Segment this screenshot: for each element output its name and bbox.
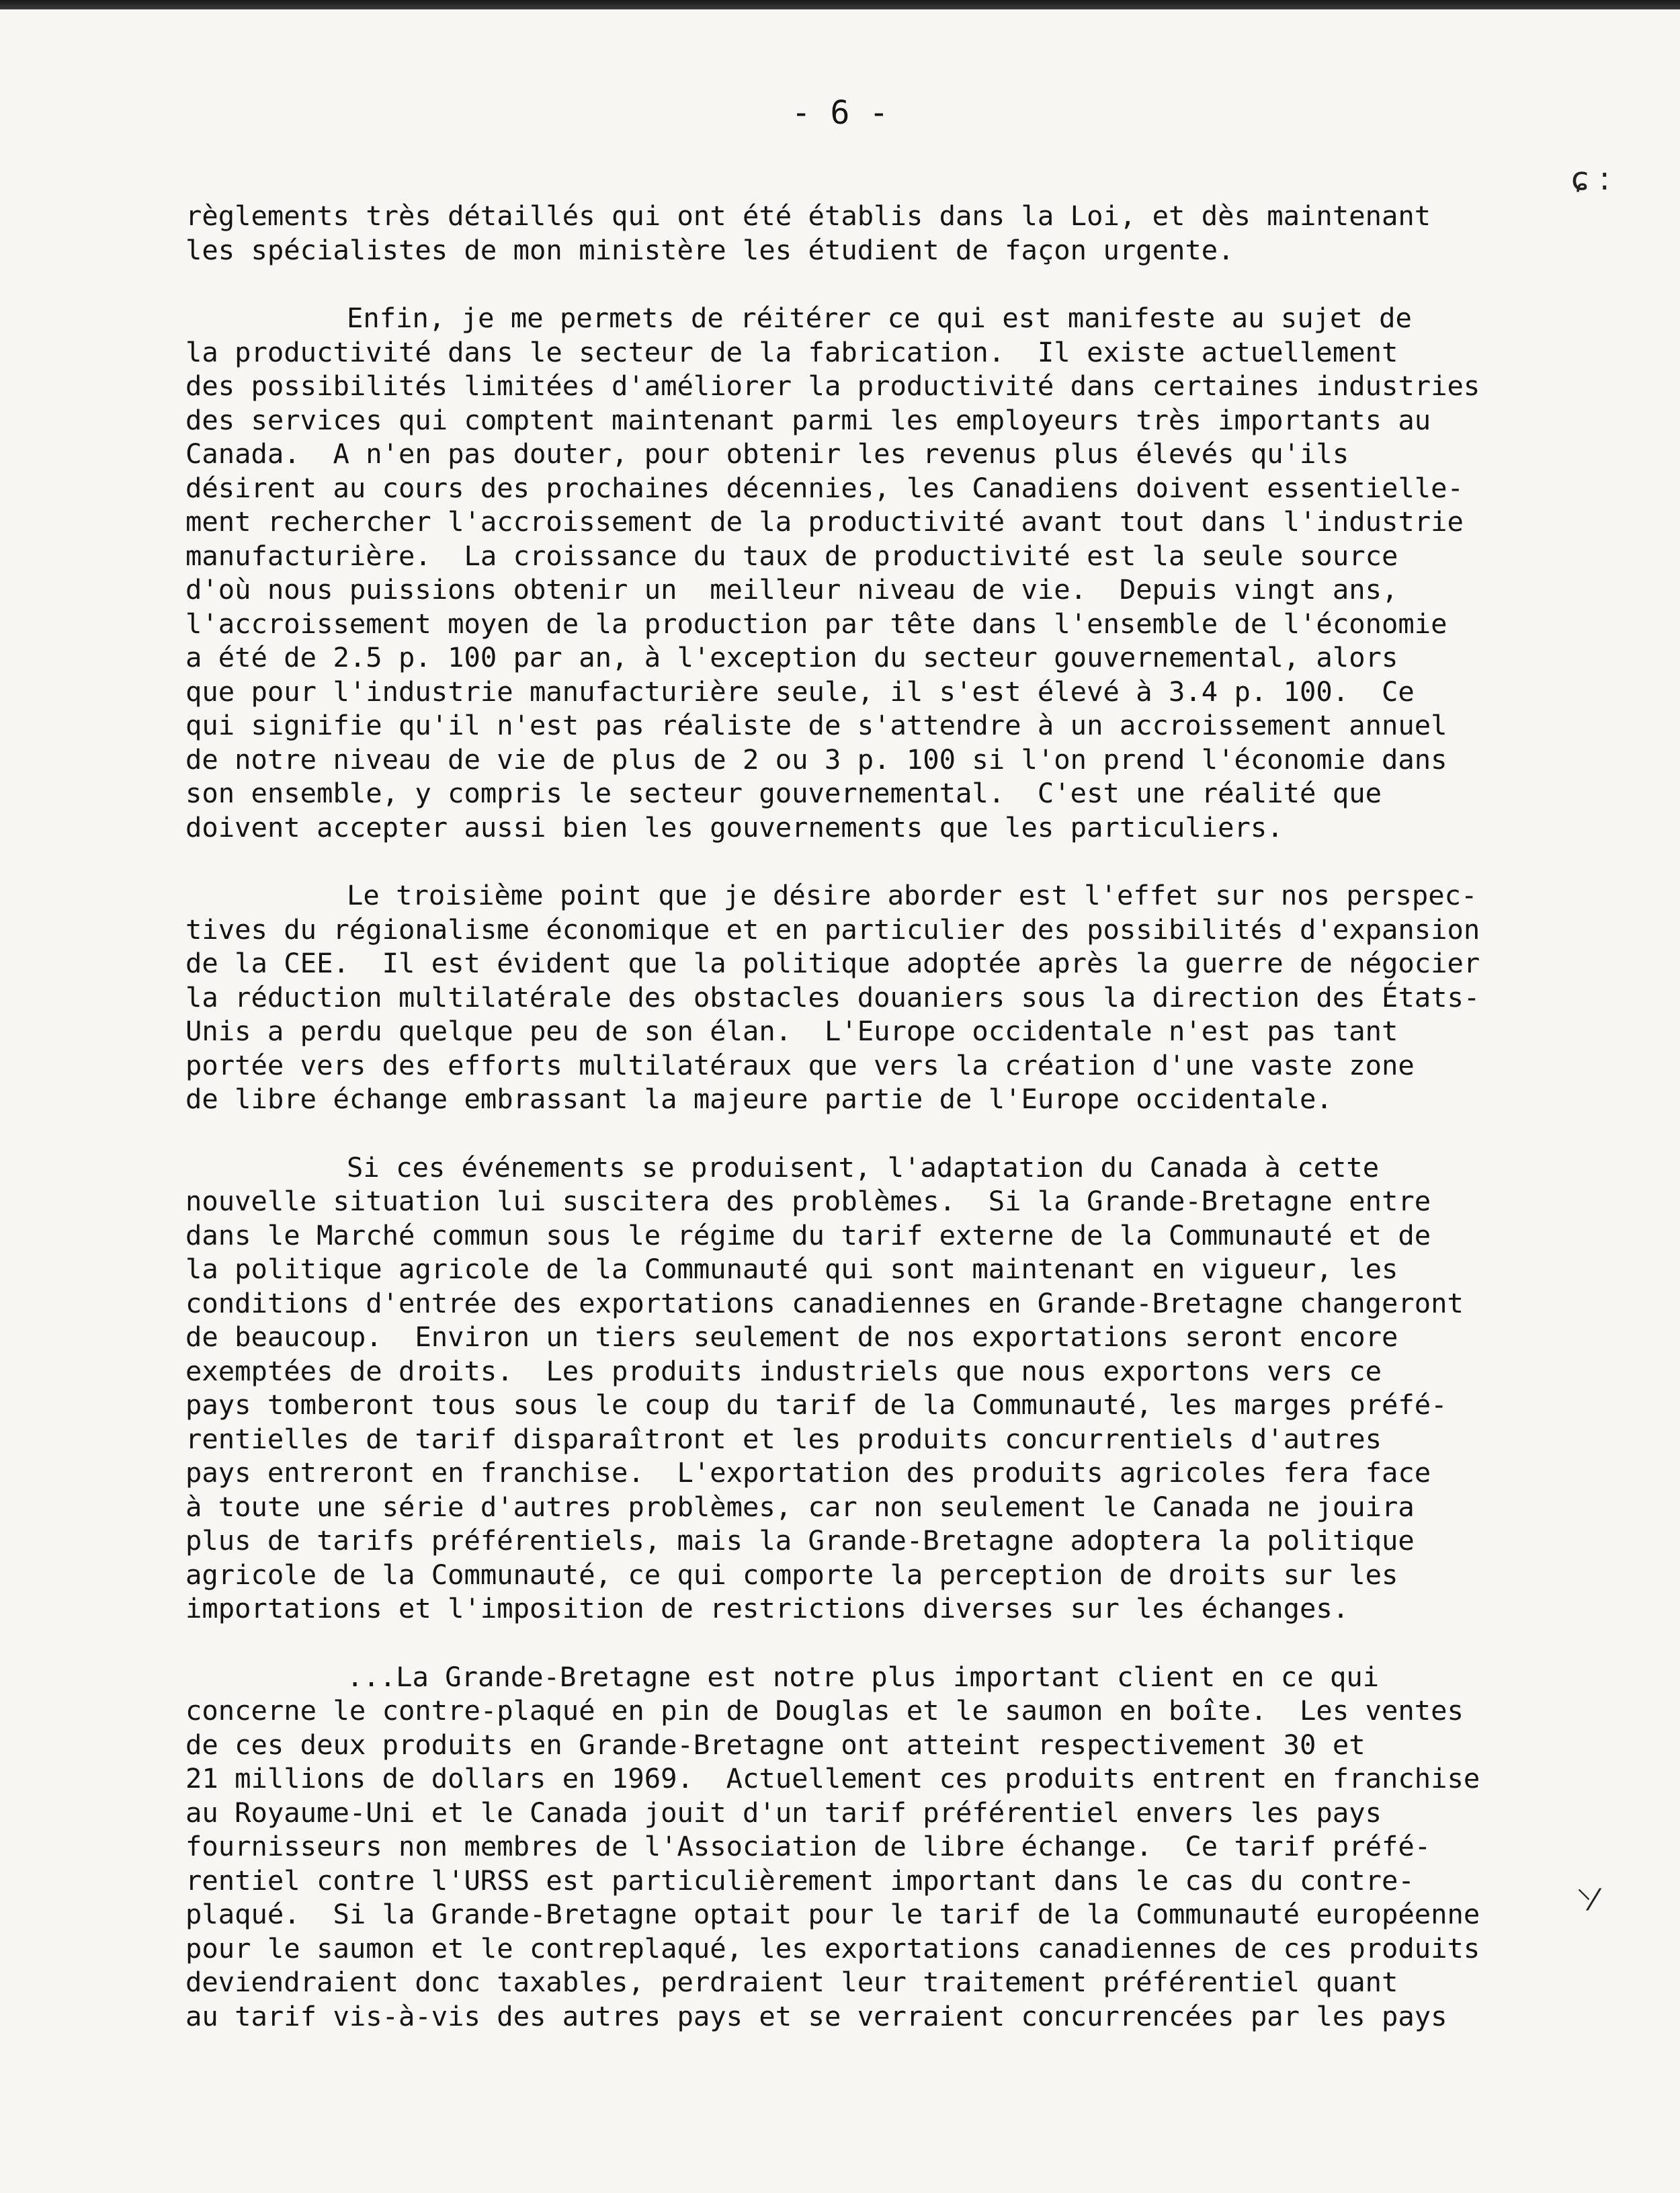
text-line: Unis a perdu quelque peu de son élan. L'Europe occidentale n'est pas tant <box>185 1015 1398 1047</box>
text-line: Le troisième point que je désire aborder est l'effet sur nos perspec- <box>347 879 1478 911</box>
text-line: plus de tarifs préférentiels, mais la Grande-Bretagne adoptera la politique <box>185 1524 1415 1557</box>
margin-mark-top: ɕ : <box>1571 160 1610 198</box>
text-line: manufacturière. La croissance du taux de productivité est la seule source <box>185 539 1398 572</box>
text-line: que pour l'industrie manufacturière seule, il s'est élevé à 3.4 p. 100. Ce <box>185 675 1415 708</box>
text-line: Canada. A n'en pas douter, pour obtenir les revenus plus élevés qu'ils <box>185 438 1349 470</box>
top-scan-border <box>0 0 1680 9</box>
text-line: doivent accepter aussi bien les gouvernements que les particuliers. <box>185 811 1284 843</box>
text-line: rentielles de tarif disparaîtront et les produits concurrentiels d'autres <box>185 1422 1382 1455</box>
text-line: la réduction multilatérale des obstacles douaniers sous la direction des États- <box>185 981 1480 1013</box>
paragraph <box>185 878 1516 1116</box>
text-line: dans le Marché commun sous le régime du tarif externe de la Communauté et de <box>185 1218 1431 1251</box>
text-line: des possibilités limitées d'améliorer la productivité dans certaines industries <box>185 370 1480 402</box>
text-line: Enfin, je me permets de réitérer ce qui est manifeste au sujet de <box>347 302 1412 334</box>
text-line: au tarif vis-à-vis des autres pays et se verraient concurrencées par les pays <box>185 1999 1447 2032</box>
text-line: agricole de la Communauté, ce qui comporte la perception de droits sur les <box>185 1558 1398 1591</box>
text-line: tives du régionalisme économique et en particulier des possibilités d'expansion <box>185 913 1480 946</box>
text-line: de beaucoup. Environ un tiers seulement de nos exportations seront encore <box>185 1321 1398 1353</box>
document-body <box>185 199 1516 2067</box>
text-line: pour le saumon et le contreplaqué, les exportations canadiennes de ces produits <box>185 1932 1480 1964</box>
text-line: pays entreront en franchise. L'exportation des produits agricoles fera face <box>185 1456 1431 1489</box>
text-line: de ces deux produits en Grande-Bretagne ont atteint respectivement 30 et <box>185 1728 1366 1761</box>
text-line: deviendraient donc taxables, perdraient leur traitement préférentiel quant <box>185 1966 1398 1998</box>
text-line: concerne le contre-plaqué en pin de Douglas et le saumon en boîte. Les ventes <box>185 1694 1464 1727</box>
paragraph <box>185 1660 1516 2034</box>
text-line: exemptées de droits. Les produits industriels que nous exportons vers ce <box>185 1354 1382 1387</box>
text-line: Si ces événements se produisent, l'adaptation du Canada à cette <box>347 1151 1380 1184</box>
text-line: les spécialistes de mon ministère les étudient de façon urgente. <box>185 233 1234 266</box>
text-line: de libre échange embrassant la majeure partie de l'Europe occidentale. <box>185 1083 1333 1115</box>
text-line: à toute une série d'autres problèmes, car non seulement le Canada ne jouira <box>185 1490 1415 1523</box>
text-line: plaqué. Si la Grande-Bretagne optait pour le tarif de la Communauté européenne <box>185 1898 1480 1930</box>
text-line: importations et l'imposition de restrictions diverses sur les échanges. <box>185 1592 1349 1624</box>
text-line: ment rechercher l'accroissement de la productivité avant tout dans l'industrie <box>185 505 1464 538</box>
text-line: 21 millions de dollars en 1969. Actuellement ces produits entrent en franchise <box>185 1762 1480 1794</box>
text-line: de la CEE. Il est évident que la politique adoptée après la guerre de négocier <box>185 947 1480 979</box>
paragraph <box>185 199 1516 267</box>
margin-mark-bottom: ⸌⁄ <box>1577 1883 1597 1917</box>
page-number: - 6 - <box>791 94 889 132</box>
text-line: rentiel contre l'URSS est particulièrement important dans le cas du contre- <box>185 1864 1415 1897</box>
text-line: l'accroissement moyen de la production par tête dans l'ensemble de l'économie <box>185 607 1447 640</box>
text-line: portée vers des efforts multilatéraux que vers la création d'une vaste zone <box>185 1048 1415 1081</box>
text-line: d'où nous puissions obtenir un meilleur niveau de vie. Depuis vingt ans, <box>185 573 1398 606</box>
text-line: ...La Grande-Bretagne est notre plus important client en ce qui <box>347 1660 1380 1693</box>
paragraph <box>185 1151 1516 1626</box>
text-line: au Royaume-Uni et le Canada jouit d'un tarif préférentiel envers les pays <box>185 1796 1382 1829</box>
text-line: nouvelle situation lui suscitera des problèmes. Si la Grande-Bretagne entre <box>185 1185 1431 1217</box>
text-line: fournisseurs non membres de l'Association de libre échange. Ce tarif préfé- <box>185 1830 1431 1862</box>
text-line: des services qui comptent maintenant parmi les employeurs très importants au <box>185 403 1431 436</box>
text-line: la politique agricole de la Communauté qui sont maintenant en vigueur, les <box>185 1253 1398 1285</box>
text-line: de notre niveau de vie de plus de 2 ou 3 p. 100 si l'on prend l'économie dans <box>185 743 1447 776</box>
text-line: la productivité dans le secteur de la fabrication. Il existe actuellement <box>185 335 1398 368</box>
text-line: qui signifie qu'il n'est pas réaliste de s'attendre à un accroissement annuel <box>185 709 1447 741</box>
text-line: a été de 2.5 p. 100 par an, à l'exception du secteur gouvernemental, alors <box>185 641 1398 673</box>
text-line: son ensemble, y compris le secteur gouvernemental. C'est une réalité que <box>185 777 1382 809</box>
text-line: désirent au cours des prochaines décennies, les Canadiens doivent essentielle- <box>185 471 1464 504</box>
paragraph <box>185 301 1516 844</box>
text-line: règlements très détaillés qui ont été établis dans la Loi, et dès maintenant <box>185 200 1431 232</box>
text-line: pays tomberont tous sous le coup du tarif de la Communauté, les marges préfé- <box>185 1389 1447 1421</box>
text-line: conditions d'entrée des exportations canadiennes en Grande-Bretagne changeront <box>185 1286 1464 1319</box>
